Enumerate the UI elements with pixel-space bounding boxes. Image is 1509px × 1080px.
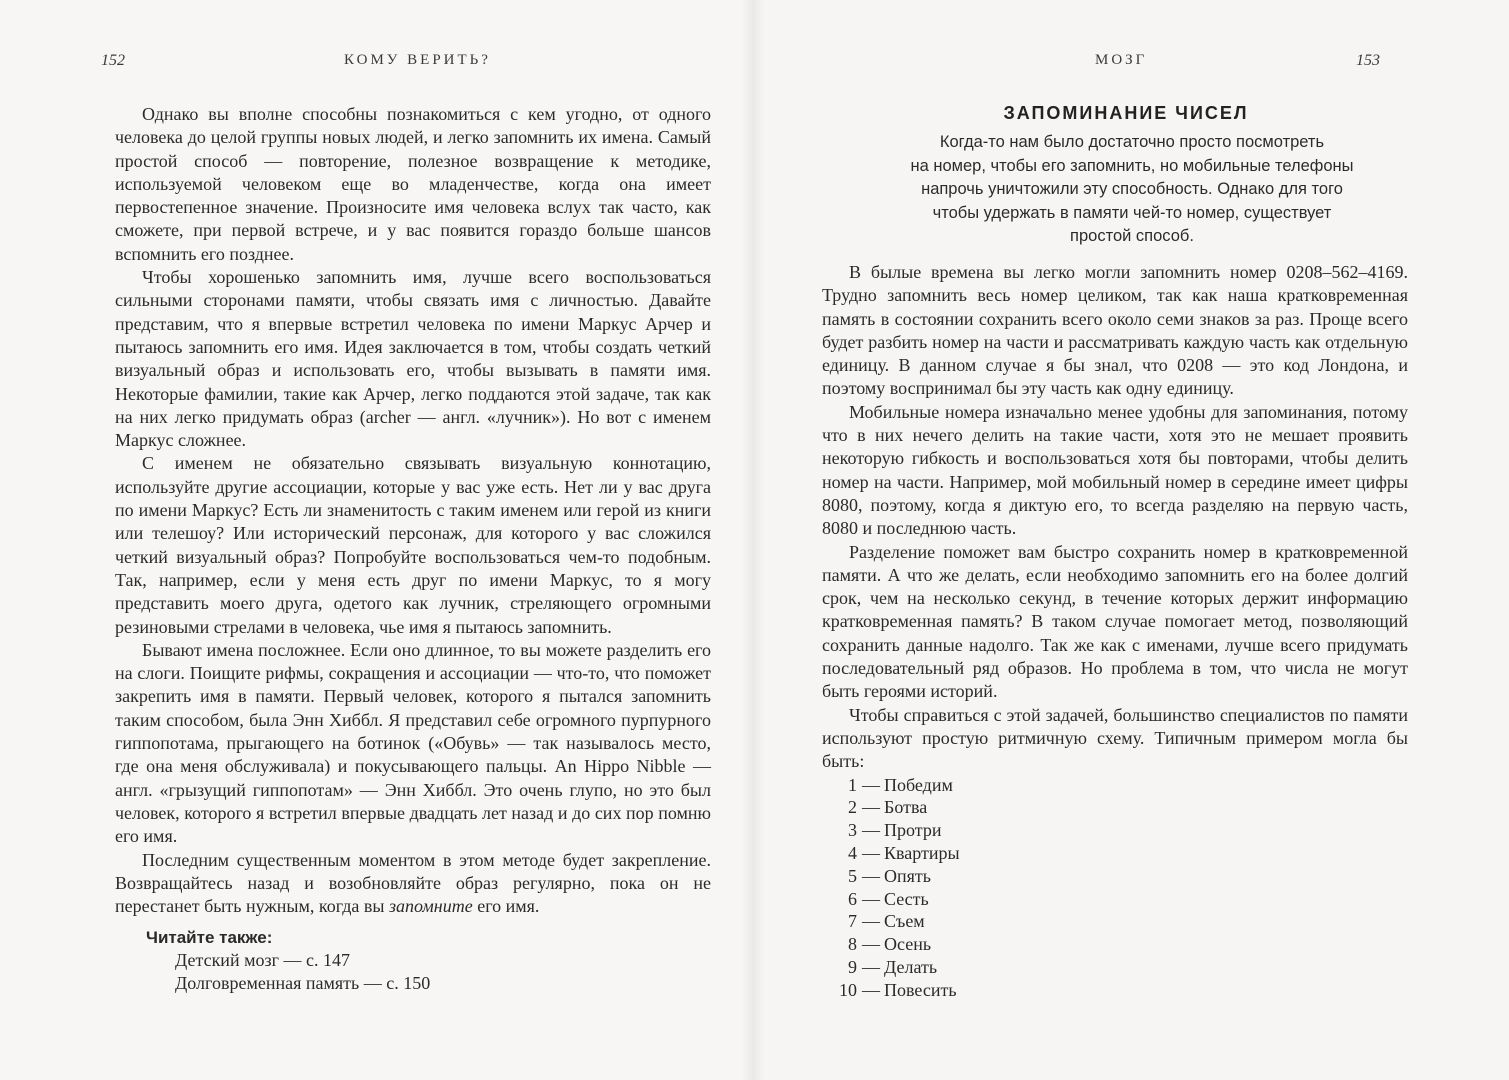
list-number: 10 [839, 979, 857, 1000]
list-word: Протри [884, 820, 942, 841]
list-word: Сесть [884, 888, 929, 909]
list-dash: — [862, 979, 880, 1000]
list-dash: — [862, 774, 880, 795]
paragraph: Бывают имена посложнее. Если оно длинное, то вы можете разделить его на слоги. Поищите рифмы, сокращения и ассоциации — что-то, что поможет закрепить имя в памяти. Первый человек, которого я пытался запомнить таким способом, была Энн Хиббл. Я представил себе огромного пурпурного гиппопотама, прыгающего на ботинок («Обувь» — так называлось место, где она меня обслуживала) и покусывающего пальцы. An Hippo Nibble — англ. «грызущий гиппопотам» — Энн Хиббл. Это очень глупо, но это был человек, которого я встретил впервые двадцать лет назад и до сих пор помню его имя. [115, 639, 711, 847]
list-item [822, 933, 1408, 956]
emphasis: запомните [388, 896, 473, 917]
text-run: его имя. [472, 896, 540, 917]
list-word: Ботва [884, 797, 928, 818]
list-item [822, 865, 1408, 888]
list-item [822, 956, 1408, 979]
list-word: Победим [884, 774, 953, 795]
list-number: 7 [848, 911, 857, 932]
paragraph: С именем не обязательно связывать визуальную коннотацию, используйте другие ассоциации, которые у вас уже есть. Нет ли у вас друга по имени Маркус? Есть ли знаменитость с таким именем или герой из книги или телешоу? Или исторический персонаж, для которого у вас сложился четкий визуальный образ? Попробуйте воспользоваться чем-то подобным. Так, например, если у меня есть друг по имени Маркус, то я могу представить моего друга, одетого как лучник, стреляющего огромными резиновыми стрелами в человека, чье имя я пытаюсь запомнить. [115, 453, 711, 637]
list-number: 4 [848, 842, 857, 863]
list-number: 9 [848, 956, 857, 977]
list-word: Повесить [884, 979, 957, 1000]
see-also-block [146, 926, 430, 995]
paragraph: Чтобы хорошенько запомнить имя, лучше всего воспользоваться сильными сторонами памяти, чтобы связать имя с личностью. Давайте представим, что я впервые встретил человека по имени Маркус Арчер и пытаюсь запомнить его имя. Идея заключается в том, чтобы создать четкий визуальный образ и использовать его, чтобы вызывать в памяти имя. Некоторые фамилии, такие как Арчер, легко поддаются этой задаче, так как на них легко придумать образ (archer — англ. «лучник»). Но вот с именем Маркус сложнее. [115, 267, 711, 451]
section-title: ЗАПОМИНАНИЕ ЧИСЕЛ [1003, 103, 1249, 123]
right-body-text [822, 261, 1408, 1002]
list-dash: — [862, 842, 880, 863]
number-word-list [822, 774, 1408, 1002]
see-also-item: Долговременная память — с. 150 [175, 973, 431, 993]
list-item [822, 910, 1408, 933]
list-item [822, 842, 1408, 865]
list-word: Опять [884, 865, 931, 886]
list-item [822, 888, 1408, 911]
intro-line: чтобы удержать в памяти чей-то номер, существует [932, 203, 1332, 222]
list-number: 1 [848, 774, 857, 795]
page-number-right: 153 [1356, 52, 1380, 69]
intro-line: Когда-то нам было достаточно просто посмотреть [939, 133, 1325, 151]
list-item [822, 796, 1408, 819]
intro-line: простой способ. [1070, 227, 1194, 245]
list-number: 5 [848, 865, 857, 886]
list-word: Осень [884, 934, 932, 955]
list-word: Квартиры [884, 842, 960, 863]
intro-line: на номер, чтобы его запомнить, но мобильные телефоны [910, 156, 1354, 175]
see-also-heading: Читайте также: [146, 928, 273, 947]
intro-line: напрочь уничтожили эту способность. Однако для того [921, 180, 1343, 198]
left-body-text [115, 103, 711, 918]
list-number: 8 [848, 934, 857, 955]
running-head-right: МОЗГ [1095, 52, 1148, 68]
list-dash: — [862, 820, 880, 841]
see-also-item: Детский мозг — с. 147 [175, 950, 350, 970]
list-dash: — [862, 911, 880, 932]
paragraph: Однако вы вполне способны познакомиться с кем угодно, от одного человека до целой группы новых людей, и легко запомнить их имена. Самый простой способ — повторение, полезное возвращение к методике, используемой человеком еще во младенчестве, когда она имеет первостепенное значение. Произносите имя человека вслух так часто, как сможете, при первой встрече, и у вас появится гораздо больше шансов вспомнить его позднее. [115, 104, 711, 264]
paragraph: Мобильные номера изначально менее удобны для запоминания, потому что в них нечего делить на такие части, хотя это не мешает проявить некоторую гибкость и воспользоваться хотя бы повторами, чтобы делить номер на части. Например, мой мобильный номер в середине имеет цифры 8080, поэтому, когда я диктую его, то всегда разделяю на первую часть, 8080 и последнюю часть. [822, 401, 1408, 539]
list-dash: — [862, 888, 880, 909]
list-number: 3 [848, 820, 857, 841]
list-item [822, 819, 1408, 842]
book-gutter-shadow [742, 0, 764, 1080]
paragraph-last [115, 849, 711, 919]
section-intro [862, 131, 1402, 249]
list-dash: — [862, 865, 880, 886]
list-word: Делать [884, 956, 938, 977]
text-run: Последним существенным моментом в этом методе будет закрепление. Возвращайтесь назад и возобновляйте образ регулярно, пока он не перестанет быть нужным, когда вы [115, 849, 711, 917]
page-number-left: 152 [101, 52, 125, 69]
list-number: 2 [848, 797, 857, 818]
list-dash: — [862, 956, 880, 977]
list-item [822, 979, 1408, 1002]
left-page [0, 0, 752, 1080]
paragraph: Разделение поможет вам быстро сохранить номер в кратковременной памяти. А что же делать, если необходимо запомнить его на более долгий срок, чем на несколько секунд, в течение которых держит информацию кратковременная память? В таком случае помогает метод, позволяющий сохранить данные надолго. Так же как с именами, лучше всего придумать последовательный ряд образов. Но проблема в том, что числа не могут быть героями историй. [822, 541, 1408, 702]
list-dash: — [862, 934, 880, 955]
list-item [822, 774, 1408, 797]
list-word: Съем [884, 911, 925, 932]
paragraph: Чтобы справиться с этой задачей, большинство специалистов по памяти используют простую ритмичную схему. Типичным примером могла бы быть: [822, 704, 1408, 772]
list-number: 6 [848, 888, 857, 909]
paragraph: В былые времена вы легко могли запомнить номер 0208–562–4169. Трудно запомнить весь номер целиком, так как наша кратковременная память в состоянии сохранить всего около семи знаков за раз. Проще всего будет разбить номер на части и рассматривать каждую часть как отдельную единицу. В данном случае я бы знал, что 0208 — это код Лондона, и поэтому воспринимал бы эту часть как одну единицу. [822, 262, 1408, 399]
right-page [752, 0, 1509, 1080]
running-head-left: КОМУ ВЕРИТЬ? [344, 52, 491, 68]
list-dash: — [862, 797, 880, 818]
